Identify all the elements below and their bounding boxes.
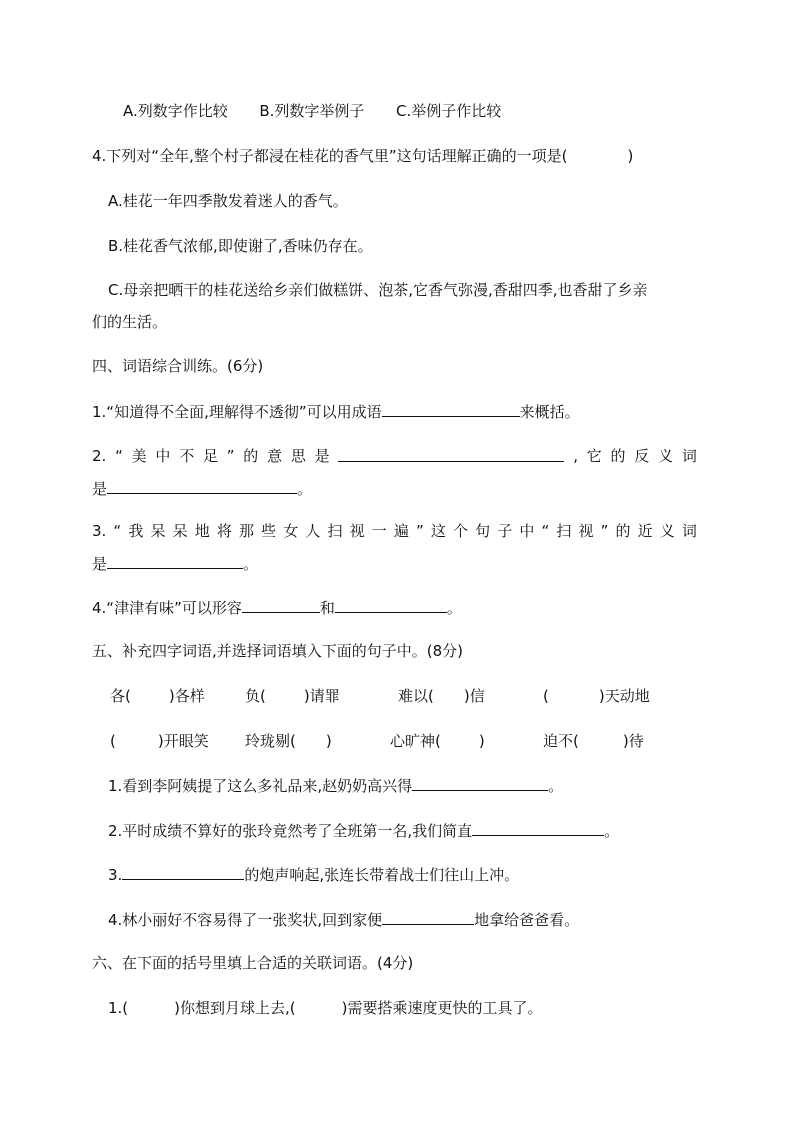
q4-option-b: B.桂花香气浓郁,即使谢了,香味仍存在。 <box>108 237 373 255</box>
idiom-3: 难以( )信 <box>398 687 485 705</box>
section5-sentence2-blank[interactable] <box>472 820 604 836</box>
idiom-7: 心旷神( ) <box>390 732 485 750</box>
section5-sentence1: 1.看到李阿姨提了这么多礼品来,赵奶奶高兴得 。 <box>108 777 564 795</box>
q4-option-c-line1: C.母亲把晒干的桂花送给乡亲们做糕饼、泡茶,它香气弥漫,香甜四季,也香甜了乡亲 <box>108 281 648 299</box>
section4-item2-line1: 2. “ 美 中 不 足 ” 的 意 思 是 , 它 的 反 义 词 <box>92 447 697 465</box>
section5-sentence1-blank[interactable] <box>412 775 548 791</box>
section4-item1: 1.“知道得不全面,理解得不透彻”可以用成语 来概括。 <box>92 403 580 421</box>
section4-item2-c0: 2. <box>92 447 107 465</box>
section5-sentence3-blank[interactable] <box>122 864 244 880</box>
idiom-6: 玲珑剔( ) <box>245 732 332 750</box>
section4-item3-blank[interactable] <box>107 553 243 569</box>
section4-item2-line2: 是 。 <box>92 480 313 498</box>
q3-option-c: C.举例子作比较 <box>395 102 502 120</box>
q4-option-a: A.桂花一年四季散发着迷人的香气。 <box>108 192 348 210</box>
section4-item4-blank2[interactable] <box>335 597 447 613</box>
section5-sentence4: 4.林小丽好不容易得了一张奖状,回到家便 地拿给爸爸看。 <box>108 911 580 929</box>
idiom-4: ( )天动地 <box>543 687 650 705</box>
q4-stem: 4.下列对“全年,整个村子都浸在桂花的香气里”这句话理解正确的一项是( ) <box>92 147 634 165</box>
q4-option-c-line2: 们的生活。 <box>92 313 168 331</box>
idiom-5: ( )开眼笑 <box>110 732 209 750</box>
idiom-1: 各( )各样 <box>110 687 205 705</box>
idiom-8: 迫不( )待 <box>543 732 644 750</box>
q3-option-a: A.列数字作比较 <box>123 102 228 120</box>
section4-item3-line1: 3. “ 我 呆 呆 地 将 那 些 女 人 扫 视 一 遍 ” 这 个 句 子 中 “ 扫 视 ” 的 近 义 词 <box>92 522 697 540</box>
section4-item2-blank2[interactable] <box>107 478 297 494</box>
section5-heading: 五、补充四字词语,并选择词语填入下面的句子中。(8分) <box>92 642 464 660</box>
q3-options <box>123 101 501 121</box>
section5-sentence3: 3. 的炮声响起,张连长带着战士们往山上冲。 <box>108 866 520 884</box>
section4-item2-blank1[interactable] <box>338 446 564 462</box>
section4-item4-blank1[interactable] <box>242 597 320 613</box>
section4-item1-blank[interactable] <box>382 401 520 417</box>
section4-heading: 四、词语综合训练。(6分) <box>92 357 264 375</box>
section4-item3-line2: 是 。 <box>92 555 259 573</box>
section5-sentence4-blank[interactable] <box>382 909 474 925</box>
section6-item1: 1.( )你想到月球上去,( )需要搭乘速度更快的工具了。 <box>108 999 543 1017</box>
section5-sentence2: 2.平时成绩不算好的张玲竟然考了全班第一名,我们简直 。 <box>108 822 620 840</box>
section6-heading: 六、在下面的括号里填上合适的关联词语。(4分) <box>92 954 414 972</box>
q3-option-b: B.列数字举例子 <box>259 102 365 120</box>
idiom-2: 负( )请罪 <box>245 687 340 705</box>
section4-item4: 4.“津津有味”可以形容 和 。 <box>92 599 462 617</box>
